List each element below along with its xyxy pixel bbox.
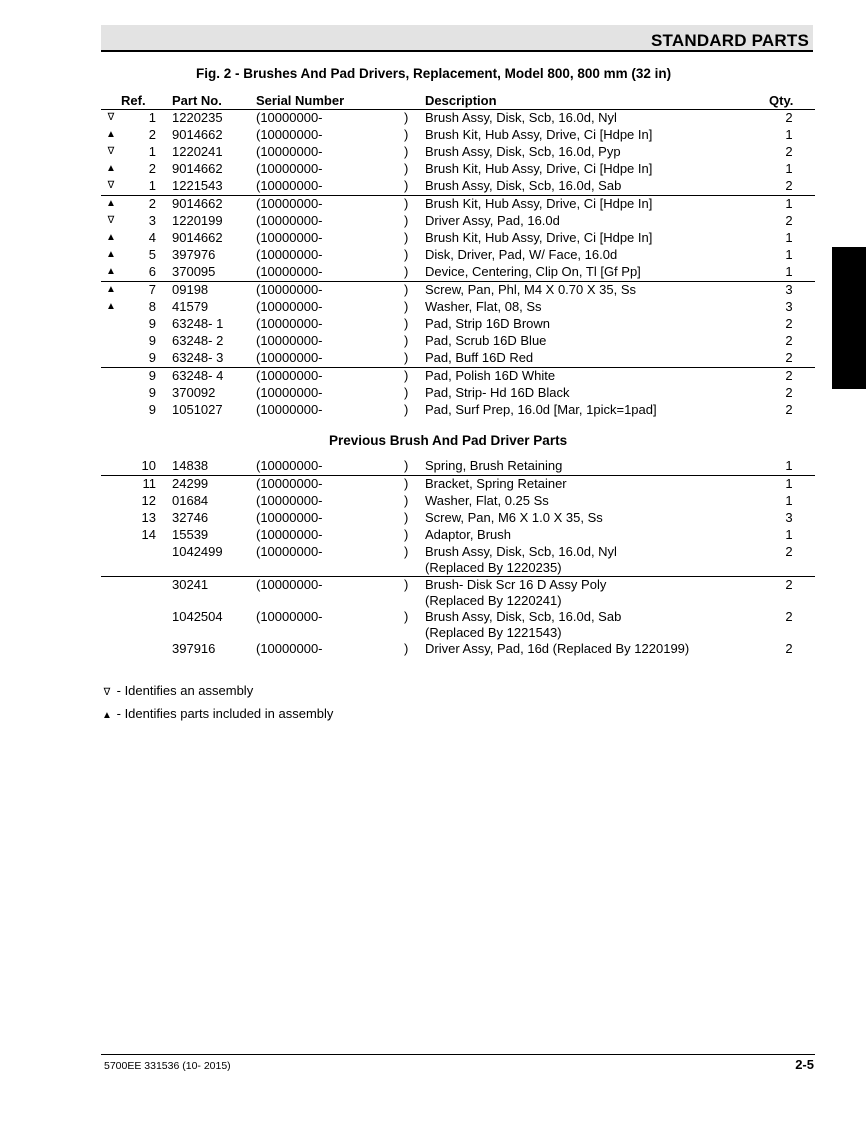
serial-number-cell: (10000000- xyxy=(256,127,323,142)
description-cell: Brush Assy, Disk, Scb, 16.0d, Sab xyxy=(425,178,622,193)
ref-cell: 2 xyxy=(148,161,156,176)
ref-cell xyxy=(121,609,172,641)
serial-number-cell: (10000000- xyxy=(256,350,323,365)
table-row xyxy=(101,458,815,476)
qty-cell: 3 xyxy=(769,282,815,300)
serial-number-cell: (10000000- xyxy=(256,476,404,494)
part-column-header: Part No. xyxy=(172,93,222,108)
row-mark-icon: ▲ xyxy=(106,163,116,174)
qty-cell: 1 xyxy=(785,264,793,279)
description-cell: Pad, Surf Prep, 16.0d [Mar, 1pick=1pad] xyxy=(425,402,657,417)
table-row xyxy=(101,178,815,196)
replacement-note: (Replaced By 1221543) xyxy=(425,625,562,640)
qty-cell: 2 xyxy=(785,144,793,159)
part-number-cell: 01684 xyxy=(172,493,209,508)
serial-close-cell: ) xyxy=(404,247,409,262)
serial-close-cell: ) xyxy=(404,609,409,624)
table-row xyxy=(101,316,815,333)
table-row xyxy=(101,577,815,610)
serial-number-cell: (10000000- xyxy=(256,402,323,417)
description-cell: Disk, Driver, Pad, W/ Face, 16.0d xyxy=(425,247,618,262)
serial-number-cell: (10000000- xyxy=(256,196,404,214)
row-mark-icon xyxy=(101,350,121,368)
legend-included xyxy=(101,706,333,721)
qty-cell: 3 xyxy=(785,299,793,314)
description-line: Washer, Flat, 0.25 Ss xyxy=(425,493,549,508)
row-mark-icon xyxy=(101,458,121,476)
part-number-cell: 9014662 xyxy=(172,196,256,214)
table-row xyxy=(101,110,815,128)
table-row xyxy=(101,299,815,316)
table-row xyxy=(101,282,815,300)
serial-close-cell: ) xyxy=(404,333,409,348)
serial-number-cell: (10000000- xyxy=(256,110,323,125)
ref-cell: 10 xyxy=(141,458,156,473)
description-line: Brush Assy, Disk, Scb, 16.0d, Nyl xyxy=(425,544,617,559)
table-row xyxy=(101,510,815,527)
ref-cell: 9 xyxy=(148,333,156,348)
qty-cell: 2 xyxy=(785,213,793,228)
serial-close-cell: ) xyxy=(404,316,409,331)
description-line: Brush- Disk Scr 16 D Assy Poly xyxy=(425,577,607,592)
part-number-cell: 1220235 xyxy=(172,110,223,125)
serial-close-cell: ) xyxy=(404,368,425,386)
serial-close-cell: ) xyxy=(404,350,409,365)
part-number-cell: 9014662 xyxy=(172,230,223,245)
description-cell: Brush Assy, Disk, Scb, 16.0d, Pyp xyxy=(425,144,621,159)
ref-cell: 9 xyxy=(148,316,156,331)
row-mark-icon xyxy=(101,476,121,494)
row-mark-icon xyxy=(101,368,121,386)
table-row xyxy=(101,127,815,144)
description-cell: Device, Centering, Clip On, Tl [Gf Pp] xyxy=(425,264,641,279)
part-number-cell: 370092 xyxy=(172,385,216,400)
row-mark-icon xyxy=(101,527,121,544)
description-line: Bracket, Spring Retainer xyxy=(425,476,567,491)
serial-number-cell: (10000000- xyxy=(256,247,323,262)
row-mark-icon: ∇ xyxy=(107,215,115,226)
row-mark-icon: ▲ xyxy=(106,301,116,312)
ref-cell: 13 xyxy=(141,510,156,525)
description-line: Brush Assy, Disk, Scb, 16.0d, Sab xyxy=(425,609,622,624)
row-mark-icon: ▲ xyxy=(106,266,116,277)
serial-close-cell: ) xyxy=(404,178,409,193)
footer-rule xyxy=(101,1054,815,1055)
document-number: 5700EE 331536 (10- 2015) xyxy=(104,1060,231,1072)
qty-cell: 1 xyxy=(785,493,793,508)
description-cell xyxy=(425,458,769,476)
part-number-cell: 15539 xyxy=(172,527,209,542)
description-cell xyxy=(425,493,769,510)
qty-cell: 2 xyxy=(785,333,793,348)
row-mark-icon xyxy=(101,385,121,402)
serial-number-cell: (10000000- xyxy=(256,609,323,624)
table-row xyxy=(101,247,815,264)
previous-parts-table xyxy=(101,458,815,658)
table-row xyxy=(101,333,815,350)
ref-cell: 9 xyxy=(148,402,156,417)
qty-cell: 1 xyxy=(785,458,793,473)
qty-cell: 2 xyxy=(769,577,815,610)
table-row xyxy=(101,544,815,577)
part-number-cell: 1042499 xyxy=(172,544,223,559)
table-row xyxy=(101,493,815,510)
description-cell: Pad, Polish 16D White xyxy=(425,368,769,386)
serial-close-cell: ) xyxy=(404,527,409,542)
description-line: Spring, Brush Retaining xyxy=(425,458,563,473)
ref-cell: 6 xyxy=(148,264,156,279)
qty-column-header: Qty. xyxy=(769,93,794,108)
serial-number-cell: (10000000- xyxy=(256,316,323,331)
serial-close-cell: ) xyxy=(404,577,425,610)
serial-close-cell: ) xyxy=(404,476,425,494)
serial-close-cell: ) xyxy=(404,493,409,508)
parts-table-body xyxy=(101,110,815,420)
part-number-cell: 41579 xyxy=(172,299,209,314)
row-mark-icon xyxy=(101,493,121,510)
description-cell xyxy=(425,641,769,658)
qty-cell: 2 xyxy=(785,641,793,656)
part-number-cell: 24299 xyxy=(172,476,256,494)
previous-parts-table-body xyxy=(101,458,815,658)
table-row xyxy=(101,476,815,494)
serial-number-cell: (10000000- xyxy=(256,178,323,193)
qty-cell: 1 xyxy=(785,247,793,262)
qty-cell: 2 xyxy=(785,178,793,193)
ref-cell: 12 xyxy=(141,493,156,508)
description-cell: Pad, Strip- Hd 16D Black xyxy=(425,385,570,400)
part-number-cell: 63248- 2 xyxy=(172,333,224,348)
part-number-cell: 63248- 1 xyxy=(172,316,224,331)
table-row xyxy=(101,641,815,658)
part-number-cell: 30241 xyxy=(172,577,256,610)
table-row xyxy=(101,402,815,419)
part-number-cell: 397916 xyxy=(172,641,216,656)
description-cell xyxy=(425,577,769,610)
ref-cell: 1 xyxy=(148,110,156,125)
description-line: Adaptor, Brush xyxy=(425,527,511,542)
serial-close-cell: ) xyxy=(404,110,409,125)
table-row xyxy=(101,385,815,402)
description-cell: Brush Kit, Hub Assy, Drive, Ci [Hdpe In] xyxy=(425,230,653,245)
description-line: Screw, Pan, M6 X 1.0 X 35, Ss xyxy=(425,510,603,525)
serial-close-cell: ) xyxy=(404,402,409,417)
serial-number-cell: (10000000- xyxy=(256,544,323,559)
part-number-cell: 1042504 xyxy=(172,609,223,624)
header-band xyxy=(101,25,813,52)
previous-parts-title: Previous Brush And Pad Driver Parts xyxy=(329,433,568,448)
row-mark-icon xyxy=(101,316,121,333)
row-mark-icon xyxy=(101,544,121,577)
part-number-cell: 63248- 3 xyxy=(172,350,224,365)
mark-column-header xyxy=(101,93,121,110)
description-cell xyxy=(425,476,769,494)
part-number-cell: 397976 xyxy=(172,247,216,262)
table-row xyxy=(101,527,815,544)
replacement-note: (Replaced By 1220235) xyxy=(425,560,562,575)
serial-number-cell: (10000000- xyxy=(256,264,323,279)
serial-number-cell: (10000000- xyxy=(256,230,323,245)
description-cell: Pad, Strip 16D Brown xyxy=(425,316,551,331)
part-number-cell: 9014662 xyxy=(172,127,223,142)
qty-cell: 1 xyxy=(785,161,793,176)
included-symbol-icon: ▲ xyxy=(102,710,112,721)
serial-close-cell: ) xyxy=(404,196,425,214)
row-mark-icon: ▲ xyxy=(101,282,121,300)
serial-number-cell: (10000000- xyxy=(256,161,323,176)
serial-column-header: Serial Number xyxy=(256,93,345,108)
serial-close-cell: ) xyxy=(404,385,409,400)
serial-number-cell: (10000000- xyxy=(256,368,404,386)
serial-number-cell: (10000000- xyxy=(256,458,323,473)
row-mark-icon xyxy=(101,577,121,610)
qty-cell: 1 xyxy=(785,527,793,542)
description-cell xyxy=(425,527,769,544)
table-row xyxy=(101,144,815,161)
serial-close-cell: ) xyxy=(404,458,409,473)
qty-cell: 2 xyxy=(785,316,793,331)
serial-number-cell: (10000000- xyxy=(256,641,323,656)
serial-number-cell: (10000000- xyxy=(256,333,323,348)
qty-cell: 2 xyxy=(785,609,793,624)
ref-cell: 5 xyxy=(148,247,156,262)
serial-number-cell: (10000000- xyxy=(256,385,323,400)
serial-close-cell: ) xyxy=(404,230,409,245)
description-cell: Brush Assy, Disk, Scb, 16.0d, Nyl xyxy=(425,110,617,125)
parts-table xyxy=(101,93,815,419)
qty-cell: 1 xyxy=(785,230,793,245)
serial-close-cell: ) xyxy=(404,144,409,159)
serial-number-cell: (10000000- xyxy=(256,493,323,508)
ref-cell: 9 xyxy=(148,385,156,400)
part-number-cell: 370095 xyxy=(172,264,216,279)
assembly-symbol-icon: ∇ xyxy=(103,687,111,698)
part-number-cell: 1220241 xyxy=(172,144,223,159)
description-cell: Brush Kit, Hub Assy, Drive, Ci [Hdpe In] xyxy=(425,161,653,176)
legend-assembly-text: - Identifies an assembly xyxy=(116,683,254,698)
row-mark-icon: ∇ xyxy=(107,180,115,191)
qty-cell: 2 xyxy=(769,368,815,386)
serial-close-cell: ) xyxy=(404,544,409,559)
table-row xyxy=(101,196,815,214)
row-mark-icon: ▲ xyxy=(106,249,116,260)
ref-cell xyxy=(121,544,172,577)
part-number-cell: 9014662 xyxy=(172,161,223,176)
serial-number-cell: (10000000- xyxy=(256,144,323,159)
row-mark-icon: ▲ xyxy=(106,129,116,140)
parts-table-header xyxy=(101,93,815,110)
row-mark-icon: ∇ xyxy=(107,112,115,123)
part-number-cell: 1220199 xyxy=(172,213,223,228)
ref-cell xyxy=(121,577,172,610)
description-cell: Brush Kit, Hub Assy, Drive, Ci [Hdpe In] xyxy=(425,196,769,214)
serial-close-cell: ) xyxy=(404,264,409,279)
table-row xyxy=(101,368,815,386)
table-row xyxy=(101,609,815,641)
description-cell: Screw, Pan, Phl, M4 X 0.70 X 35, Ss xyxy=(425,282,769,300)
row-mark-icon: ▲ xyxy=(101,196,121,214)
serial-close-cell: ) xyxy=(404,127,409,142)
qty-cell: 2 xyxy=(785,110,793,125)
ref-cell: 4 xyxy=(148,230,156,245)
qty-cell: 2 xyxy=(785,385,793,400)
row-mark-icon: ▲ xyxy=(106,232,116,243)
legend-included-text: - Identifies parts included in assembly xyxy=(116,706,334,721)
qty-cell: 2 xyxy=(785,402,793,417)
part-number-cell: 1051027 xyxy=(172,402,223,417)
ref-cell: 2 xyxy=(148,127,156,142)
part-number-cell: 32746 xyxy=(172,510,209,525)
description-cell xyxy=(425,510,769,527)
qty-cell: 2 xyxy=(785,544,793,559)
table-row xyxy=(101,161,815,178)
description-cell xyxy=(425,609,769,641)
qty-cell: 1 xyxy=(769,196,815,214)
description-cell: Pad, Buff 16D Red xyxy=(425,350,534,365)
qty-cell: 3 xyxy=(785,510,793,525)
ref-cell: 9 xyxy=(121,368,172,386)
table-row xyxy=(101,350,815,368)
row-mark-icon xyxy=(101,510,121,527)
section-title: STANDARD PARTS xyxy=(651,31,809,50)
description-cell: Driver Assy, Pad, 16.0d xyxy=(425,213,560,228)
description-cell: Brush Kit, Hub Assy, Drive, Ci [Hdpe In] xyxy=(425,127,653,142)
table-row xyxy=(101,264,815,282)
qty-cell: 2 xyxy=(785,350,793,365)
serial-close-cell: ) xyxy=(404,282,425,300)
part-number-cell: 09198 xyxy=(172,282,256,300)
serial-number-cell: (10000000- xyxy=(256,577,404,610)
description-cell xyxy=(425,544,769,577)
serial-number-cell: (10000000- xyxy=(256,299,323,314)
section-side-tab xyxy=(832,247,866,389)
description-cell: Pad, Scrub 16D Blue xyxy=(425,333,547,348)
description-column-header: Description xyxy=(425,93,497,108)
serial-close-cell: ) xyxy=(404,213,409,228)
serial-close-cell: ) xyxy=(404,510,409,525)
table-row xyxy=(101,230,815,247)
description-cell: Washer, Flat, 08, Ss xyxy=(425,299,542,314)
paren-column-header xyxy=(404,93,425,110)
ref-column-header: Ref. xyxy=(121,93,146,108)
ref-cell: 3 xyxy=(148,213,156,228)
ref-cell xyxy=(121,641,172,658)
serial-number-cell: (10000000- xyxy=(256,213,323,228)
replacement-note: (Replaced By 1220241) xyxy=(425,593,562,608)
legend-assembly xyxy=(101,683,253,698)
description-line: Driver Assy, Pad, 16d (Replaced By 1220199) xyxy=(425,641,690,656)
ref-cell: 11 xyxy=(121,476,172,494)
part-number-cell: 14838 xyxy=(172,458,209,473)
serial-number-cell: (10000000- xyxy=(256,282,404,300)
row-mark-icon xyxy=(101,609,121,641)
ref-cell: 14 xyxy=(141,527,156,542)
ref-cell: 1 xyxy=(148,178,156,193)
serial-number-cell: (10000000- xyxy=(256,527,323,542)
ref-cell: 9 xyxy=(148,350,156,365)
qty-cell: 1 xyxy=(769,476,815,494)
row-mark-icon: ∇ xyxy=(107,146,115,157)
row-mark-icon xyxy=(101,402,121,419)
ref-cell: 7 xyxy=(121,282,172,300)
serial-number-cell: (10000000- xyxy=(256,510,323,525)
serial-close-cell: ) xyxy=(404,161,409,176)
ref-cell: 1 xyxy=(148,144,156,159)
table-row xyxy=(101,213,815,230)
ref-cell: 2 xyxy=(121,196,172,214)
ref-cell: 8 xyxy=(148,299,156,314)
figure-title: Fig. 2 - Brushes And Pad Drivers, Replacement, Model 800, 800 mm (32 in) xyxy=(196,66,672,81)
part-number-cell: 63248- 4 xyxy=(172,368,256,386)
serial-close-cell: ) xyxy=(404,641,409,656)
serial-close-cell: ) xyxy=(404,299,409,314)
page-number: 2-5 xyxy=(795,1057,814,1072)
row-mark-icon xyxy=(101,641,121,658)
part-number-cell: 1221543 xyxy=(172,178,223,193)
row-mark-icon xyxy=(101,333,121,350)
qty-cell: 1 xyxy=(785,127,793,142)
